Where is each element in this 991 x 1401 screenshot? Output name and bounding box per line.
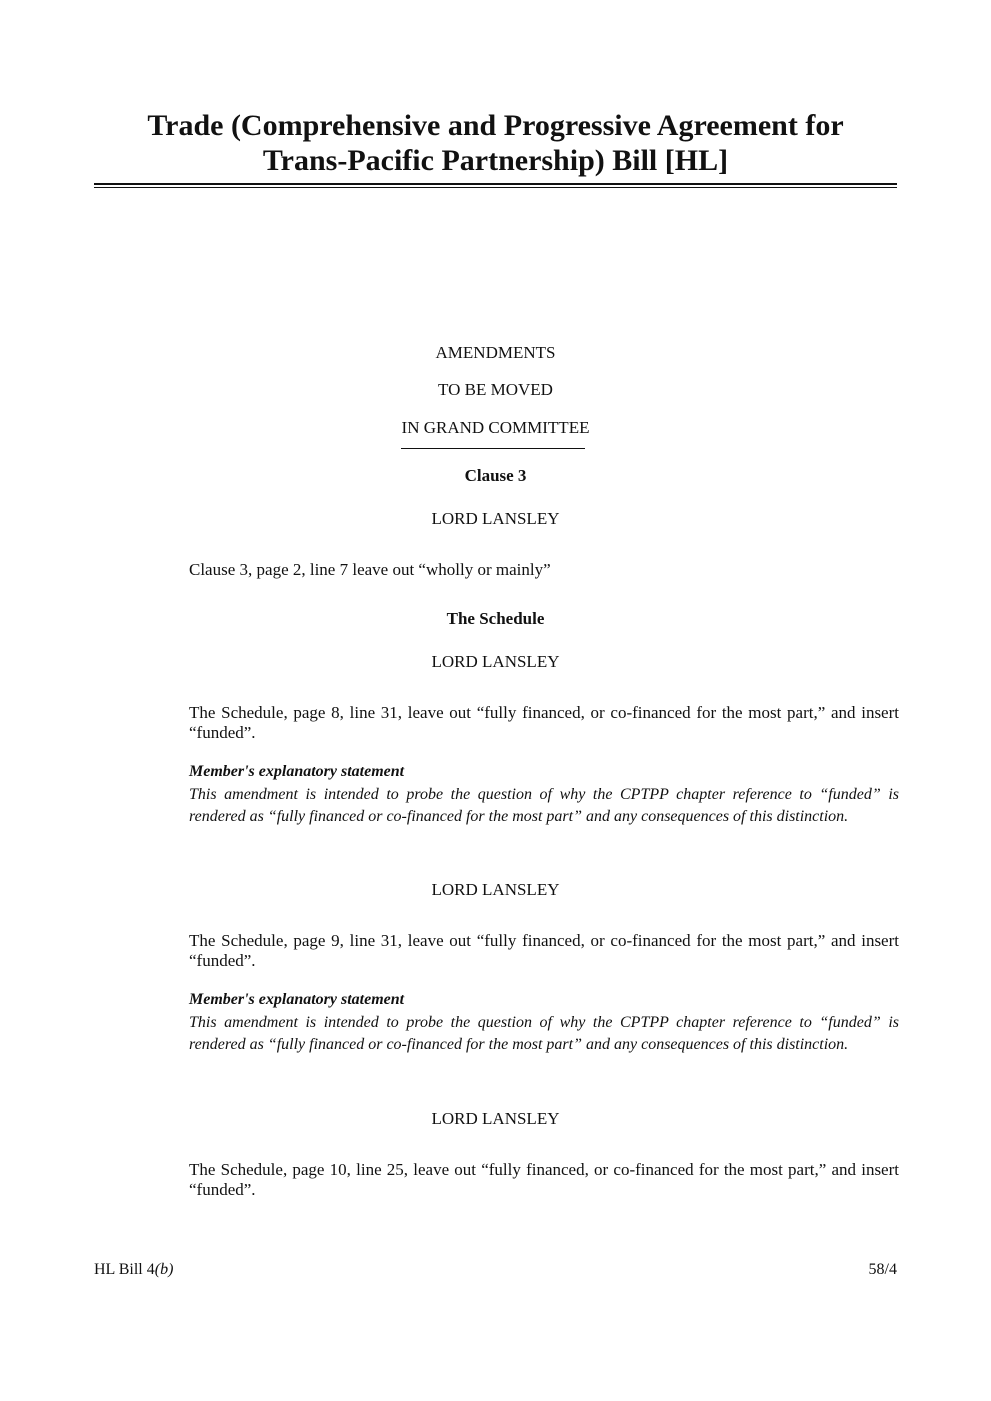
explanatory-statement: This amendment is intended to probe the question of why the CPTPP chapter reference to “funded” is rendered as “fully financed or co-financed for the most part” and any consequences of this distinction.: [189, 1014, 899, 1053]
section-heading: Clause 3: [464, 466, 527, 485]
title-line-1: Trade (Comprehensive and Progressive Agreement for: [147, 109, 844, 142]
explanatory-statement: This amendment is intended to probe the question of why the CPTPP chapter reference to “funded” is rendered as “fully financed or co-financed for the most part” and any consequences of this distinction.: [189, 786, 899, 825]
member-name: LORD LANSLEY: [431, 880, 560, 899]
heading-committee: IN GRAND COMMITTEE: [401, 418, 590, 437]
member-name: LORD LANSLEY: [431, 652, 560, 671]
heading-to-be-moved: TO BE MOVED: [438, 380, 553, 399]
title-line-2: Trans-Pacific Partnership) Bill [HL]: [262, 144, 729, 177]
title-rule: [94, 183, 897, 185]
member-name: LORD LANSLEY: [431, 509, 560, 528]
amendment-text: Clause 3, page 2, line 7 leave out “wholly or mainly”: [189, 560, 551, 579]
footer-bill-number: [94, 1260, 173, 1280]
amendment-text: The Schedule, page 10, line 25, leave out “fully financed, or co-financed for the most part,” and insert “funded”.: [189, 1160, 899, 1199]
amendment-text: The Schedule, page 8, line 31, leave out “fully financed, or co-financed for the most part,” and insert “funded”.: [189, 703, 899, 742]
bill-suffix: (b): [154, 1261, 174, 1278]
member-name: LORD LANSLEY: [431, 1109, 560, 1128]
statement-label: Member's explanatory statement: [189, 763, 405, 780]
amendment-text: The Schedule, page 9, line 31, leave out “fully financed, or co-financed for the most part,” and insert “funded”.: [189, 931, 899, 970]
heading-rule: [401, 448, 585, 449]
footer-ref: 58/4: [868, 1261, 897, 1278]
title-rule-thin: [94, 187, 897, 188]
statement-label: Member's explanatory statement: [189, 991, 405, 1008]
section-heading: The Schedule: [446, 609, 545, 628]
heading-amendments: AMENDMENTS: [435, 343, 556, 362]
bill-number: HL Bill 4: [94, 1261, 155, 1278]
bill-title: [0, 108, 991, 178]
